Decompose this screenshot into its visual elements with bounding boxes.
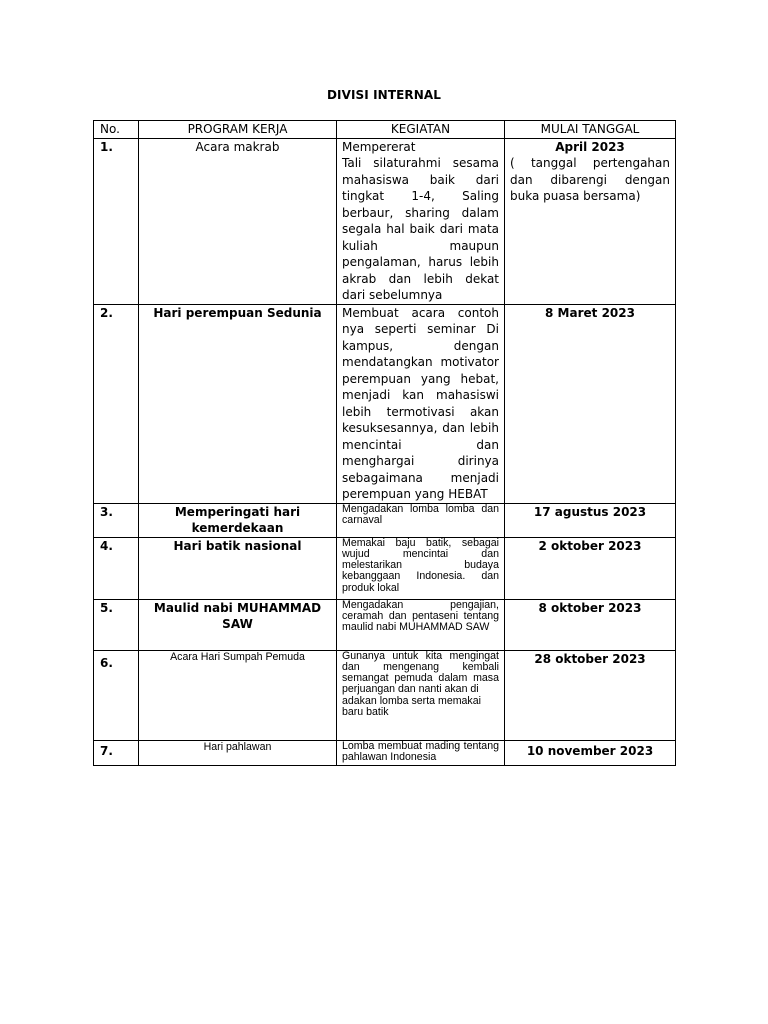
program-table (93, 120, 676, 766)
program-name: Maulid nabi MUHAMMAD SAW (139, 599, 337, 650)
start-date: 8 oktober 2023 (505, 599, 676, 650)
row-number: 4. (94, 537, 139, 599)
header-mulai-tanggal: MULAI TANGGAL (505, 121, 676, 139)
table-row (94, 138, 676, 304)
kegiatan-cell (337, 650, 505, 740)
date-note: ( tanggal pertengahan dan dibarengi dengan buka puasa bersama) (510, 156, 670, 203)
kegiatan-text: Gunanya untuk kita mengingat dan mengenang kembali semangat pemuda dalam masa perjuangan dan nanti akan di (342, 649, 499, 696)
date-cell (505, 138, 676, 304)
program-name: Acara makrab (139, 138, 337, 304)
kegiatan-text: Tali silaturahmi sesama mahasiswa baik dari tingkat 1-4, Saling berbaur, sharing dalam segala hal baik dari mata kuliah maupun pengalaman, harus lebih akrab dan lebih dekat dari sebelumnya (342, 156, 499, 302)
row-number: 7. (94, 740, 139, 765)
start-date: 2 oktober 2023 (505, 537, 676, 599)
kegiatan-extra: adakan lomba serta memakai baru batik (342, 694, 481, 718)
table-row (94, 599, 676, 650)
kegiatan-cell (337, 138, 505, 304)
program-name: Acara Hari Sumpah Pemuda (139, 650, 337, 740)
table-header-row (94, 121, 676, 139)
table-row (94, 537, 676, 599)
table-row (94, 650, 676, 740)
kegiatan-lead: Mempererat (342, 139, 416, 154)
row-number: 5. (94, 599, 139, 650)
program-name: Memperingati hari kemerdekaan (139, 503, 337, 537)
kegiatan-text: Memakai baju batik, sebagai wujud mencintai dan melestarikan budaya kebanggaan Indonesia. dan produk lokal (337, 537, 505, 599)
document-title: DIVISI INTERNAL (326, 88, 442, 102)
start-date: 28 oktober 2023 (505, 650, 676, 740)
header-no: No. (94, 121, 139, 139)
program-name: Hari perempuan Sedunia (139, 304, 337, 503)
kegiatan-text: Lomba membuat mading tentang pahlawan Indonesia (337, 740, 505, 765)
start-date: 8 Maret 2023 (505, 304, 676, 503)
start-date: 10 november 2023 (505, 740, 676, 765)
table-row (94, 503, 676, 537)
row-number: 6. (94, 650, 139, 740)
program-name: Hari batik nasional (139, 537, 337, 599)
table-row (94, 304, 676, 503)
kegiatan-text: Membuat acara contoh nya seperti seminar Di kampus, dengan mendatangkan motivator perempuan yang hebat, menjadi kan mahasiswi lebih termotivasi akan kesuksesannya, dan lebih mencintai dan menghargai dirinya sebagaimana menjadi perempuan yang HEBAT (337, 304, 505, 503)
program-name: Hari pahlawan (139, 740, 337, 765)
start-date: 17 agustus 2023 (505, 503, 676, 537)
table-row (94, 740, 676, 765)
kegiatan-text: Mengadakan pengajian, ceramah dan pentaseni tentang maulid nabi MUHAMMAD SAW (337, 599, 505, 650)
header-program-kerja: PROGRAM KERJA (139, 121, 337, 139)
row-number: 2. (94, 304, 139, 503)
header-kegiatan: KEGIATAN (337, 121, 505, 139)
kegiatan-text: Mengadakan lomba lomba dan carnaval (337, 503, 505, 537)
row-number: 1. (94, 138, 139, 304)
start-date: April 2023 (555, 139, 625, 154)
row-number: 3. (94, 503, 139, 537)
